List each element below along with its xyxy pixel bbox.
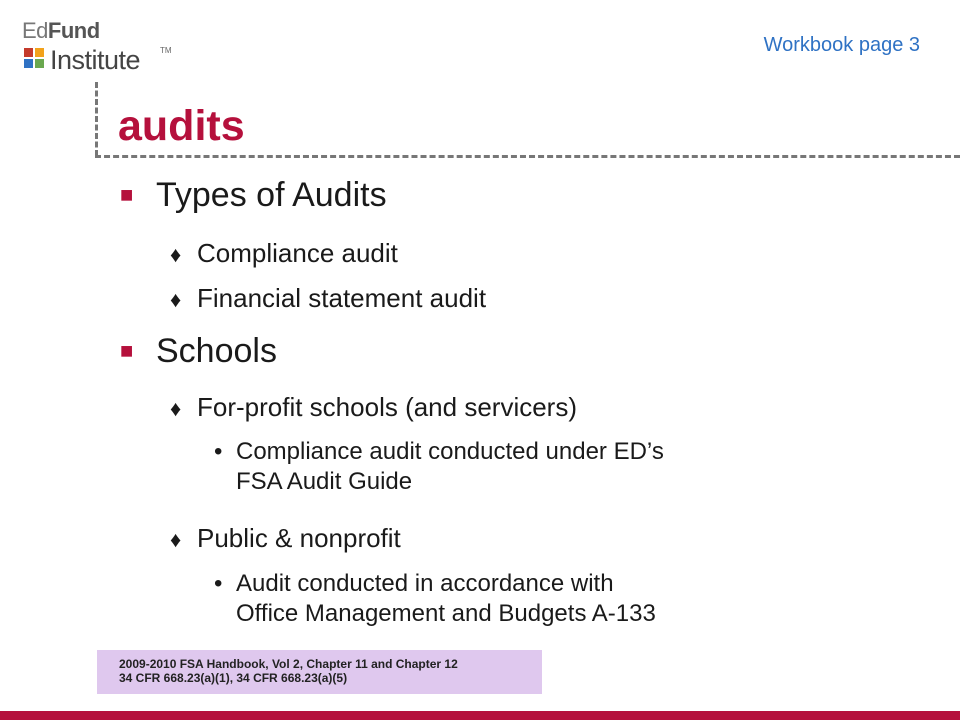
bullet-financial-statement-audit	[170, 283, 486, 314]
bullet-text-line2: Office Management and Budgets A-133	[236, 600, 656, 627]
bullet-text-line1: Audit conducted in accordance with	[236, 570, 614, 597]
logo-institute-text: Institute	[50, 45, 141, 75]
bullet-public-nonprofit	[170, 523, 401, 554]
logo-ed: Ed	[22, 18, 48, 43]
reference-line-2: 34 CFR 668.23(a)(1), 34 CFR 668.23(a)(5)	[119, 671, 348, 685]
square-bullet-icon: ■	[120, 182, 134, 207]
bullet-text-line1: Compliance audit conducted under ED’s	[236, 438, 664, 465]
vertical-dashed-divider	[95, 82, 98, 156]
diamond-bullet-icon: ♦	[170, 396, 182, 421]
bullet-text: Schools	[156, 332, 277, 370]
bullet-types-of-audits	[120, 176, 387, 215]
bullet-text: Types of Audits	[156, 176, 387, 214]
reference-box	[97, 650, 542, 694]
workbook-page-label: Workbook page 3	[763, 34, 920, 56]
dot-bullet-icon: •	[214, 438, 223, 465]
logo-trademark: TM	[160, 46, 172, 55]
bullet-text-line2: FSA Audit Guide	[236, 468, 413, 495]
bullet-text: Public & nonprofit	[197, 523, 401, 553]
logo-grid-icon	[24, 48, 46, 70]
diamond-bullet-icon: ♦	[170, 527, 182, 552]
bottom-accent-bar	[0, 711, 960, 720]
bullet-public-detail	[214, 569, 656, 629]
bullet-text: Financial statement audit	[197, 283, 487, 313]
bullet-text: Compliance audit	[197, 238, 398, 268]
bullet-for-profit-detail	[214, 437, 664, 497]
square-bullet-icon: ■	[120, 338, 134, 363]
horizontal-dashed-divider	[95, 155, 960, 158]
bullet-compliance-audit	[170, 238, 398, 269]
bullet-schools	[120, 332, 277, 371]
diamond-bullet-icon: ♦	[170, 242, 182, 267]
logo-fund: Fund	[47, 18, 100, 43]
bullet-for-profit-schools	[170, 392, 577, 423]
bullet-text: For-profit schools (and servicers)	[197, 392, 577, 422]
dot-bullet-icon: •	[214, 570, 223, 597]
slide-title: audits	[118, 102, 245, 150]
edfund-logo	[22, 18, 172, 78]
logo-edfund-text	[22, 18, 100, 44]
reference-line-1: 2009-2010 FSA Handbook, Vol 2, Chapter 11 and Chapter 12	[119, 657, 458, 671]
diamond-bullet-icon: ♦	[170, 287, 182, 312]
